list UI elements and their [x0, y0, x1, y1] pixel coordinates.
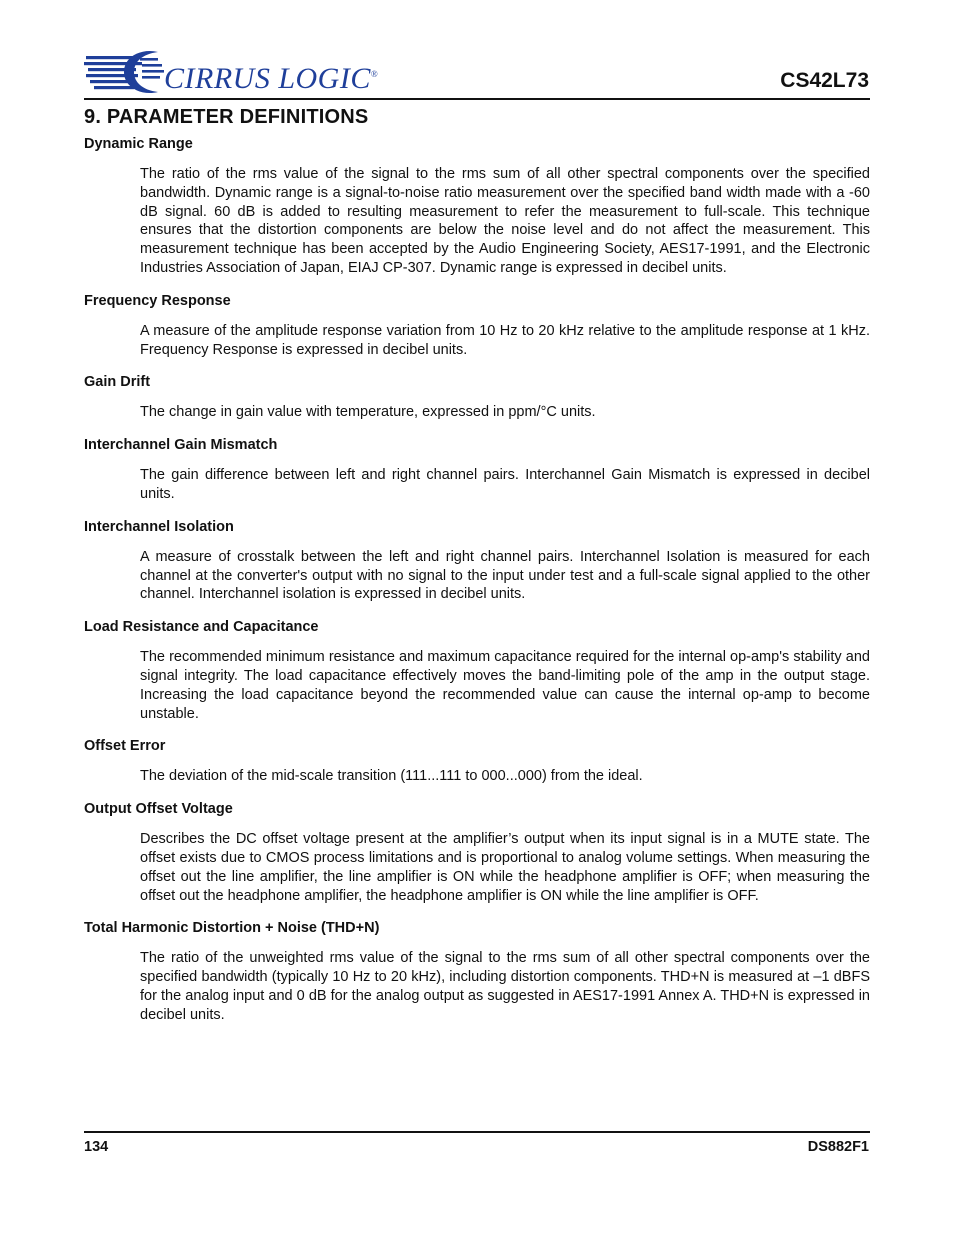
definition-item — [84, 800, 870, 905]
definition-item — [84, 436, 870, 504]
definition-text: The gain difference between left and right channel pairs. Interchannel Gain Mismatch is expressed in decibel units. — [140, 467, 870, 502]
definition-text: Describes the DC offset voltage present at the amplifier’s output when its input signal is in a MUTE state. The offset exists due to CMOS process limitations and is proportional to analog volume settings. When measuring the offset out the line amplifier, the line amplifier is ON while the headphone amplifier is OFF; when measuring the offset out the headphone amplifier, the headphone amplifier is ON while the line amplifier is OFF. — [140, 831, 870, 904]
definition-term: Load Resistance and Capacitance — [84, 619, 319, 636]
definition-text: The change in gain value with temperature, expressed in ppm/°C units. — [140, 404, 596, 421]
document-id: CS42L73 — [780, 69, 869, 92]
definition-term: Total Harmonic Distortion + Noise (THD+N) — [84, 920, 380, 937]
definition-item — [84, 618, 870, 723]
definition-text: A measure of crosstalk between the left and right channel pairs. Interchannel Isolation is measured for each channel at the converter's output with no signal to the input under test and a full-scale signal applied to the other channel. Interchannel isolation is expressed in decibel units. — [140, 548, 870, 603]
definition-text: A measure of the amplitude response variation from 10 Hz to 20 kHz relative to the amplitude response at 1 kHz. Frequency Response is expressed in decibel units. — [140, 322, 870, 358]
definition-term: Interchannel Isolation — [84, 518, 234, 535]
definition-item — [84, 518, 870, 604]
definition-text: The recommended minimum resistance and maximum capacitance required for the internal op-amp's stability and signal integrity. The load capacitance effectively moves the band-limiting pole of the amp in the output stage. Increasing the load capacitance beyond the recommended value can cause the internal op-amp to become unstable. — [140, 649, 870, 722]
definition-term: Offset Error — [84, 738, 166, 755]
definition-term: Gain Drift — [84, 374, 151, 391]
definition-item — [84, 919, 870, 1024]
definition-term: Output Offset Voltage — [84, 801, 233, 818]
definition-item — [84, 737, 870, 786]
definition-text: The deviation of the mid-scale transition (111...111 to 000...000) from the ideal. — [140, 768, 643, 785]
definition-item — [84, 135, 870, 278]
section-title: 9. PARAMETER DEFINITIONS — [84, 106, 369, 128]
footer-document-code: DS882F1 — [807, 1139, 869, 1155]
definition-item — [84, 373, 870, 422]
definition-term: Frequency Response — [84, 292, 231, 309]
definitions-list — [84, 135, 870, 1039]
page-number: 134 — [84, 1139, 109, 1155]
brand-wordmark: CIRRUS LOGIC® — [164, 62, 379, 95]
definition-item — [84, 292, 870, 360]
definition-text: The ratio of the rms value of the signal to the rms sum of all other spectral components over the specified bandwidth. Dynamic range is a signal-to-noise ratio measurement over the specified band width made with a -60 dB signal. 60 dB is added to resulting measurement to refer the measurement to full-scale. This technique ensures that the distortion components are below the noise level and do not affect the measurement. This measurement technique has been accepted by the Audio Engineering Society, AES17-1991, and the Electronic Industries Association of Japan, EIAJ CP-307. Dynamic range is expressed in decibel units. — [140, 166, 870, 276]
header-divider — [84, 98, 870, 100]
definition-term: Dynamic Range — [84, 136, 193, 152]
definition-text: The ratio of the unweighted rms value of the signal to the rms sum of all other spectral components over the specified bandwidth (typically 10 Hz to 20 kHz), including distortion components. THD+N is measured at –1 dBFS for the analog input and 0 dB for the analog output as suggested in AES17-1991 Annex A. THD+N is expressed in decibel units. — [140, 950, 870, 1023]
footer-divider — [84, 1131, 870, 1133]
definition-term: Interchannel Gain Mismatch — [84, 437, 278, 454]
